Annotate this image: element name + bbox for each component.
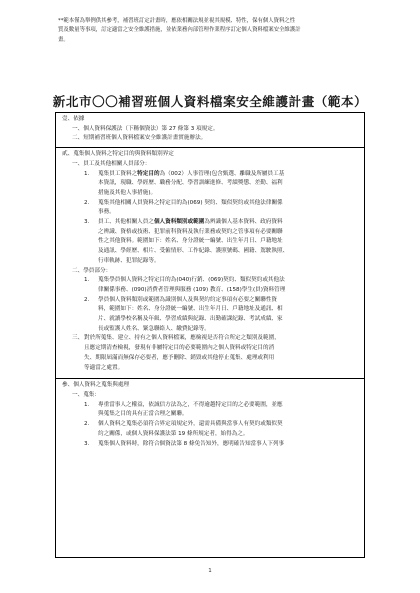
text-line: 及通訊、學經歷、相片、受僱情形、工作紀錄、護照號碼、國籍、駕駛執照、 bbox=[98, 248, 289, 255]
text-line: 律關係事務、(090)消費者管理與服務 (109) 教育、(158)學生(員)資料管理 bbox=[98, 286, 286, 293]
text-run: 為（002）人事管理(包含甄選、離職及所屬員工基 bbox=[159, 170, 285, 177]
text-line: 行車軌跡、犯罪紀錄等。 bbox=[98, 257, 160, 264]
bold-term: 特定目的 bbox=[137, 170, 160, 177]
text-run: 為辨識個人基本資料、政府資料 bbox=[204, 219, 283, 226]
text-line: 蒐集其他相關人員資料之特定目的為(069) 契約、類似契約或其他法律關係 bbox=[98, 199, 283, 206]
page-number: 1 bbox=[208, 568, 212, 574]
template-note bbox=[58, 17, 380, 45]
text-run: 員工、其他相關人員之 bbox=[98, 219, 154, 226]
text-line: 之辨識、資格或技術、犯罪前科資料及執行業務或契約之管事項有必要關聯 bbox=[98, 228, 283, 235]
section-basis bbox=[56, 113, 364, 148]
text-line: 且應定期清查檢視，發現有非屬特定目的必要範圍內之個人資料或特定目的消 bbox=[84, 345, 275, 352]
text-line: 約之關係，或個人資料保護法第 19 條所規定者，始得為之。 bbox=[98, 430, 249, 437]
text-line: 蒐集學員個人資料之特定目的為(040)行銷、(069)契約、類似契約或其他法 bbox=[98, 277, 285, 284]
item-number: 三、 bbox=[72, 335, 84, 342]
section-heading: 參、個人資料之蒐集與處理 bbox=[62, 382, 130, 389]
list-item bbox=[62, 276, 358, 295]
item-number: 2. bbox=[84, 296, 90, 303]
document-title: 新北市〇〇補習班個人資料檔案安全維護計畫（範本） bbox=[52, 94, 368, 109]
plan-content-frame bbox=[55, 112, 365, 558]
text-line: 等適當之處置。 bbox=[84, 364, 124, 371]
text-line: 失、期限屆滿而無保存必要者，應予刪除、銷毀或其他停止蒐集、處理或利用 bbox=[84, 354, 275, 361]
subsection-heading: 一、員工及其他相關人員部分： bbox=[72, 160, 151, 167]
list-item bbox=[62, 170, 358, 199]
text-line: 蒐集個人資料時，除符合個資法第 8 條免告知外，應明確告知當事人下列事 bbox=[98, 440, 285, 447]
basis-item: 二、短期補習班個人資料檔案安全維護計畫實施辦法。 bbox=[72, 135, 207, 142]
item-number: 2. bbox=[84, 421, 90, 428]
item-number: 1. bbox=[84, 170, 90, 177]
item-number: 3. bbox=[84, 440, 90, 447]
list-item bbox=[62, 401, 358, 420]
text-line: 與蒐集之目的具有正當合理之關聯。 bbox=[98, 411, 188, 418]
item-number: 1. bbox=[84, 277, 90, 284]
list-item bbox=[62, 199, 358, 218]
note-line: **範本僅為舉例供其參考，補習班訂定計畫時，應依相關法規並視其規模、特性，保有個人資料之性 bbox=[58, 18, 296, 24]
text-line: 學員個人資料類別或範圍為識別個人及與契約約定事項有必要之關聯性資 bbox=[98, 296, 278, 303]
text-line: 個人資料之蒐集必須符合界定項規定外，還需具備與當事人有契約或類似契 bbox=[98, 421, 283, 428]
text-line: 對於所蒐集、建立、持有之個人資料檔案，應檢視是否符合所定之類別及範圍， bbox=[84, 335, 280, 342]
list-item bbox=[62, 334, 358, 373]
section-heading: 壹、依據 bbox=[62, 116, 85, 122]
basis-item: 一、個人資料保護法（下稱個資法）第 27 條第 3 項規定。 bbox=[72, 125, 219, 132]
text-line: 措施及其他人事措施)。 bbox=[98, 189, 157, 196]
item-number: 3. bbox=[84, 219, 90, 226]
note-line: 質及數量等事項，訂定適當之安全維護措施，並依業務內部管理作業程序訂定個人資料檔案安全維護計 bbox=[58, 27, 301, 34]
text-line: 專重當事人之權益，依誠信方法為之，不得逾越特定目的之必要範圍，並應 bbox=[98, 401, 283, 408]
text-line: 長或監護人姓名、緊急聯絡人、繳費紀錄等。 bbox=[98, 325, 210, 332]
list-item bbox=[62, 218, 358, 267]
section-heading: 貳、蒐集個人資料之特定目的與資料類別界定 bbox=[62, 151, 174, 158]
text-line: 事務。 bbox=[98, 209, 115, 216]
subsection-heading: 二、學員部分： bbox=[72, 267, 112, 274]
text-run: 蒐集員工資料之 bbox=[98, 170, 138, 177]
text-line: 片、就讀學校名稱及年級、學習成績與紀錄、出勤確課紀錄、考試成績、家 bbox=[98, 316, 283, 323]
subsection-heading: 一、蒐集： bbox=[72, 391, 100, 398]
list-item bbox=[62, 296, 358, 335]
list-item bbox=[62, 420, 358, 439]
bold-term: 個人資料類別或範圍 bbox=[153, 219, 205, 226]
text-line: 本資訊，現職、學經歷、職務分配、學習訓練進修、考績獎懲、差勤、福利 bbox=[98, 180, 283, 187]
item-number: 2. bbox=[84, 199, 90, 206]
item-number: 1. bbox=[84, 401, 90, 408]
section-collection-processing bbox=[56, 379, 364, 452]
note-line: 畫。 bbox=[58, 36, 69, 43]
text-line: 性之其他資料。範圍如下：姓名、身分證統一編號、出生年月日、戶籍地址 bbox=[98, 238, 283, 245]
section-purpose-and-categories bbox=[56, 148, 364, 379]
text-line: 料，範圍如下：姓名、身分證統一編號、出生年月日、戶籍地址及通訊、相 bbox=[98, 306, 283, 313]
list-item bbox=[62, 440, 358, 450]
